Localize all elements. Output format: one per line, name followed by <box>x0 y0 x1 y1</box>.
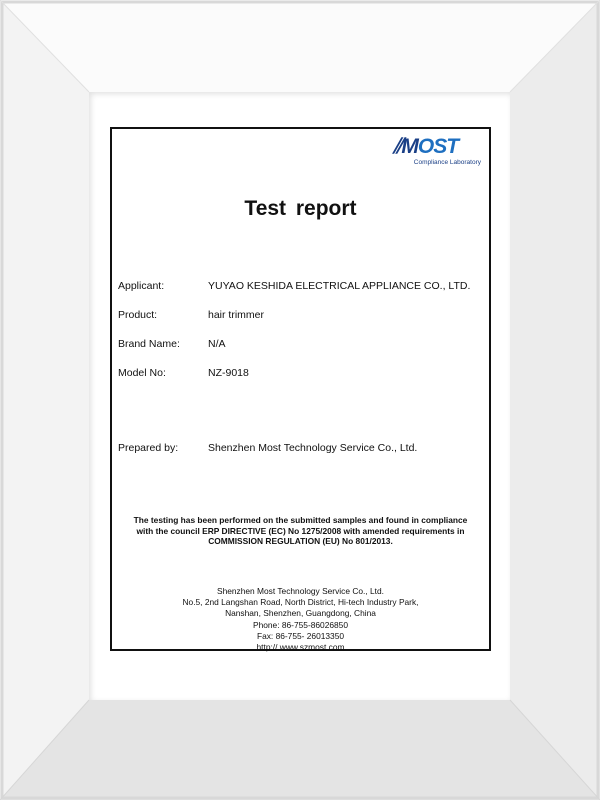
field-value: hair trimmer <box>208 309 265 321</box>
logo-subtitle: Compliance Laboratory <box>413 159 481 166</box>
field-label: Applicant: <box>118 280 165 292</box>
statement-line: COMMISSION REGULATION (EU) No 801/2013. <box>208 536 393 546</box>
compliance-statement <box>112 515 489 547</box>
field-label: Product: <box>118 309 158 321</box>
footer-phone: Phone: 86-755-86026850 <box>253 619 348 630</box>
logo-stripes-icon: ⫽ <box>393 135 402 158</box>
report-title: Test report <box>244 197 357 220</box>
field-value: YUYAO KESHIDA ELECTRICAL APPLIANCE CO., LTD. <box>208 280 471 292</box>
test-report-document <box>110 127 491 651</box>
footer-address: No.5, 2nd Langshan Road, North District, Hi-tech Industry Park, <box>182 597 419 608</box>
field-label: Model No: <box>118 367 166 379</box>
statement-line: The testing has been performed on the submitted samples and found in compliance <box>133 515 468 525</box>
field-value: NZ-9018 <box>208 367 249 379</box>
company-contact-footer <box>112 586 489 653</box>
statement-line: with the council ERP DIRECTIVE (EC) No 1275/2008 with amended requirements in <box>136 525 465 536</box>
footer-address: Nanshan, Shenzhen, Guangdong, China <box>225 608 376 619</box>
field-label: Prepared by: <box>118 442 179 454</box>
footer-fax: Fax: 86-755- 26013350 <box>256 630 345 641</box>
footer-website: http:// www.szmost.com <box>256 642 345 653</box>
field-value: N/A <box>208 338 226 350</box>
most-logo <box>393 136 481 170</box>
footer-company: Shenzhen Most Technology Service Co., Ltd. <box>217 586 384 596</box>
logo-wordmark: ⫽MOST <box>393 135 459 158</box>
field-label: Brand Name: <box>118 338 180 350</box>
field-value: Shenzhen Most Technology Service Co., Ltd. <box>208 442 418 454</box>
